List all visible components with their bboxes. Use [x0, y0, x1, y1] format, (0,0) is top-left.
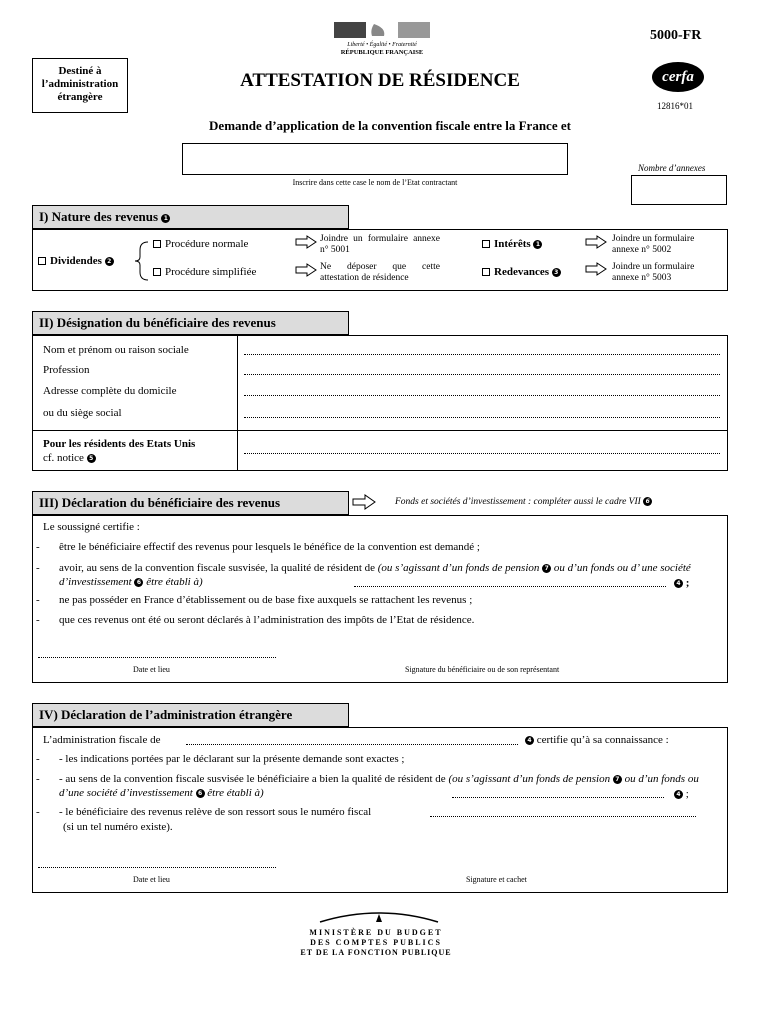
note-1-icon: 1 [533, 240, 542, 249]
destine-box-text: Destiné à l’administration étrangère [41, 65, 119, 103]
date-lieu-field[interactable] [38, 657, 276, 658]
note-4-icon: 4 [674, 579, 683, 588]
section2-divider-vertical [237, 335, 238, 471]
nom-label: Nom et prénom ou raison sociale [43, 344, 189, 356]
proc-simplifiee-label: Procédure simplifiée [165, 266, 257, 278]
redevances-checkbox-row[interactable] [482, 266, 561, 278]
arrow-right-icon [585, 262, 607, 276]
arrow-right-icon [295, 235, 317, 249]
note-5-icon: 5 [87, 454, 96, 463]
destine-box [32, 58, 128, 113]
dividendes-checkbox-row[interactable] [38, 255, 114, 267]
republique-motto: Liberté • Égalité • Fraternité [347, 42, 417, 48]
us-residents-title: Pour les résidents des Etats Unis [43, 438, 196, 450]
joindre-5001-text: Joindre un formulaire annexe n° 5001 [320, 234, 440, 255]
bullet-dash: - [36, 541, 40, 553]
note-7-icon: 7 [542, 564, 551, 573]
bullet-dash: - [36, 562, 40, 574]
ministry-line-3: ET DE LA FONCTION PUBLIQUE [300, 948, 452, 957]
admin-item-2c: ou d’un fonds ou d’une société d’investissement [59, 773, 699, 799]
note-2-icon: 2 [105, 257, 114, 266]
note-6-icon: 6 [134, 578, 143, 587]
admin-line-a: L’administration fiscale de [43, 734, 161, 746]
decl-item-3: ne pas posséder en France d’établissement ou de base fixe auxquels se rattachent les revenus ; [59, 594, 473, 606]
ministry-name [276, 928, 476, 958]
decl-item-2b: (ou s’agissant d’un fonds de pension [377, 562, 540, 574]
decl-item-1: être le bénéficiaire effectif des revenus pour lesquels le bénéfice de la convention est demandé ; [59, 541, 480, 553]
section4-title [32, 703, 349, 727]
bullet-dash: - [36, 614, 40, 626]
dividendes-brace-icon [134, 240, 150, 282]
arrow-right-icon [585, 235, 607, 249]
interets-checkbox[interactable] [482, 240, 490, 248]
interets-label: Intérêts [494, 238, 531, 250]
siege-label: ou du siège social [43, 407, 122, 419]
adresse-label: Adresse complète du domicile [43, 385, 177, 397]
joindre-5002-text: Joindre un formulaire annexe n° 5002 [612, 234, 695, 255]
annexes-label: Nombre d’annexes [638, 163, 706, 173]
proc-normale-checkbox[interactable] [153, 240, 161, 248]
note-4-icon: 4 [674, 790, 683, 799]
state-input[interactable] [182, 143, 568, 175]
decl-item-4: que ces revenus ont été ou seront déclarés à l’administration des impôts de l’Etat de résidence. [59, 614, 475, 626]
ministry-line-1: MINISTÈRE DU BUDGET [309, 928, 443, 937]
proc-normale-row[interactable] [153, 238, 248, 250]
adresse-field[interactable] [244, 395, 720, 396]
admin-line-b-text: certifie qu’à sa connaissance : [536, 734, 669, 746]
ne-pas-deposer-text: Ne déposer que cette attestation de résidence [320, 262, 440, 283]
admin-item-3a: - le bénéficiaire des revenus relève de son ressort sous le numéro fiscal [59, 806, 372, 818]
profession-label: Profession [43, 364, 90, 376]
republique-name: RÉPUBLIQUE FRANÇAISE [340, 49, 424, 56]
section2-title [32, 311, 349, 335]
joindre-5003-text: Joindre un formulaire annexe n° 5003 [612, 262, 695, 283]
section4-title-text: IV) Déclaration de l’administration étrangère [39, 707, 293, 722]
admin-date-lieu-field[interactable] [38, 867, 276, 868]
us-residents-note: cf. notice [43, 452, 84, 464]
decl-item-2a: avoir, au sens de la convention fiscale susvisée, la qualité de résident de [59, 562, 376, 574]
note-4-icon: 4 [525, 736, 534, 745]
page-title: ATTESTATION DE RÉSIDENCE [240, 70, 520, 91]
us-field[interactable] [244, 453, 720, 454]
bullet-dash: - [36, 594, 40, 606]
bullet-dash: - [36, 773, 40, 785]
admin-state-field[interactable] [186, 744, 518, 745]
arrow-right-icon [295, 263, 317, 277]
cerfa-number: 12816*01 [657, 101, 693, 111]
admin-line-b [525, 734, 669, 746]
section1-title-text: I) Nature des revenus [39, 209, 159, 224]
redevances-checkbox[interactable] [482, 268, 490, 276]
redevances-label: Redevances [494, 266, 549, 278]
admin-item-3b: (si un tel numéro existe). [63, 821, 173, 833]
section3-title [32, 491, 349, 515]
siege-field[interactable] [244, 417, 720, 418]
annexes-input[interactable] [631, 175, 727, 205]
decl-item-2-end: 4 ; [674, 577, 689, 589]
ministry-line-2: DES COMPTES PUBLICS [310, 938, 442, 947]
admin-date-lieu-label: Date et lieu [133, 875, 170, 884]
admin-item-1: - les indications portées par le déclarant sur la présente demande sont exactes ; [59, 753, 405, 765]
soussigne-intro: Le soussigné certifie : [43, 521, 140, 533]
admin-item-2a: - au sens de la convention fiscale susvisée le bénéficiaire a bien la qualité de résident de [59, 773, 446, 785]
fonds-note [395, 497, 652, 507]
admin-item-2b: (ou s’agissant d’un fonds de pension [448, 773, 611, 785]
decl-item-2d: être établi à) [146, 576, 203, 588]
proc-simplifiee-checkbox[interactable] [153, 268, 161, 276]
note-6-icon: 6 [643, 497, 652, 506]
arrow-right-icon [352, 494, 376, 510]
form-code: 5000-FR [650, 28, 702, 43]
interets-checkbox-row[interactable] [482, 238, 542, 250]
cerfa-logo [652, 62, 704, 92]
admin-residence-field[interactable] [452, 797, 664, 798]
admin-item-2-end: 4 ; [674, 788, 689, 800]
proc-normale-label: Procédure normale [165, 238, 249, 250]
admin-item-2d: être établi à) [207, 787, 264, 799]
signature-beneficiaire-label: Signature du bénéficiaire ou de son représentant [405, 665, 560, 674]
page-subtitle: Demande d’application de la convention fiscale entre la France et [209, 118, 571, 133]
ministry-arc-icon [318, 908, 440, 924]
decl-item-2c: ou d’un fonds ou d’ une société d’investissement [59, 562, 691, 588]
proc-simplifiee-row[interactable] [153, 266, 256, 278]
admin-item-2 [59, 772, 699, 800]
marianne-flag-icon [334, 22, 430, 38]
section2-title-text: II) Désignation du bénéficiaire des revenus [39, 315, 276, 330]
section3-title-text: III) Déclaration du bénéficiaire des revenus [39, 495, 281, 510]
date-lieu-label: Date et lieu [133, 665, 170, 674]
section1-title [32, 205, 349, 229]
nom-field[interactable] [244, 354, 720, 355]
note-6-icon: 6 [196, 789, 205, 798]
note-3-icon: 3 [552, 268, 561, 277]
numero-fiscal-field[interactable] [430, 816, 696, 817]
note-7-icon: 7 [613, 775, 622, 784]
state-caption: Inscrire dans cette case le nom de l’Etat contractant [292, 178, 458, 187]
us-residents-label [43, 437, 195, 465]
bullet-dash: - [36, 806, 40, 818]
dividendes-checkbox[interactable] [38, 257, 46, 265]
decl-item-2 [59, 561, 699, 589]
section2-divider-horizontal [32, 430, 728, 431]
fonds-note-text: Fonds et sociétés d’investissement : compléter aussi le cadre VII [395, 497, 641, 507]
bullet-dash: - [36, 753, 40, 765]
cerfa-logo-text: cerfa [662, 69, 694, 85]
note-1-icon: 1 [161, 214, 170, 223]
signature-cachet-label: Signature et cachet [466, 875, 527, 884]
residence-state-field[interactable] [354, 586, 666, 587]
dividendes-label: Dividendes [50, 255, 102, 267]
republique-logo [334, 22, 430, 58]
profession-field[interactable] [244, 374, 720, 375]
